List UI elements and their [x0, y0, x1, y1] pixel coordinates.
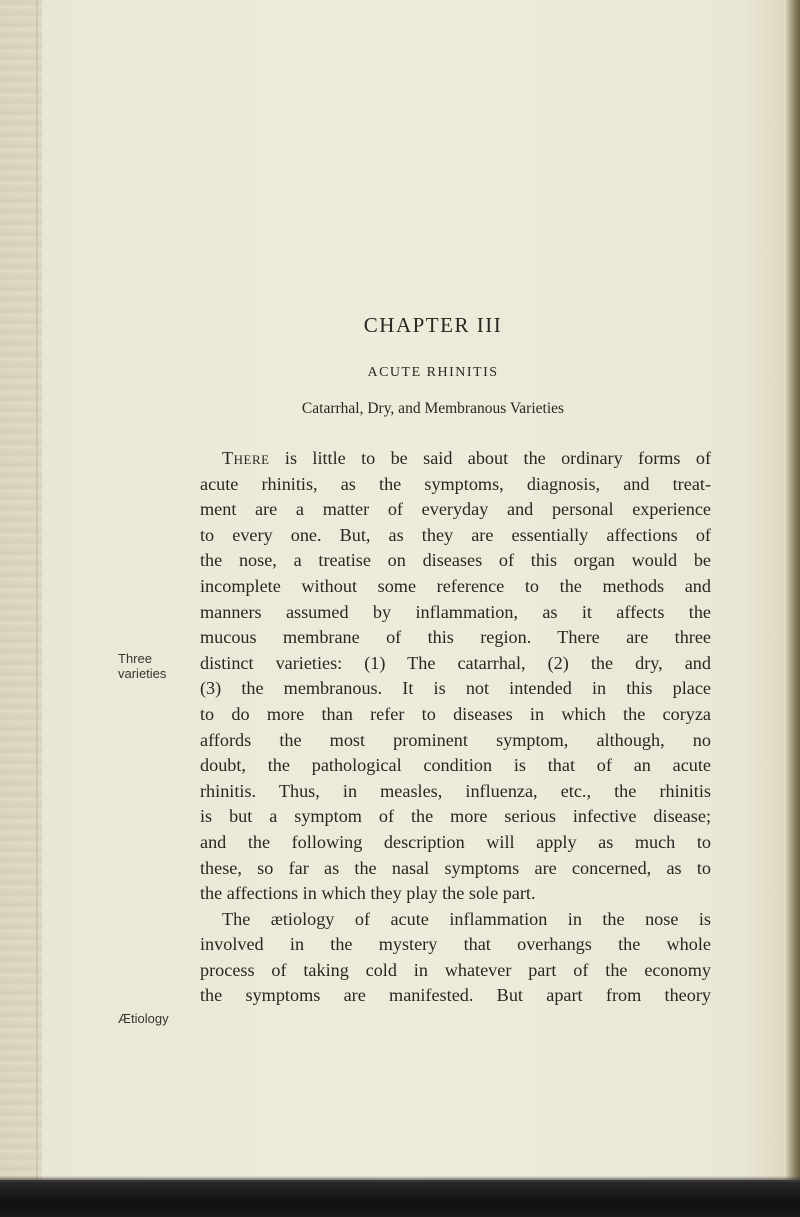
text-line: is but a symptom of the more serious infective disease; — [200, 806, 711, 827]
body-text — [200, 446, 711, 1009]
lead-word: There — [222, 448, 270, 468]
text-line: affords the most prominent symptom, although, no — [200, 729, 711, 750]
margin-note-line: varieties — [118, 666, 167, 681]
text-line: involved in the mystery that overhangs the whole — [200, 934, 711, 955]
text-line: the nose, a treatise on diseases of this organ would be — [200, 550, 711, 571]
text-line: doubt, the pathological condition is that of an acute — [200, 755, 711, 776]
text-line: mucous membrane of this region. There are three — [200, 627, 711, 648]
text-line: There is little to be said about the ordinary forms of — [222, 448, 711, 468]
text-line: acute rhinitis, as the symptoms, diagnosis, and treat- — [200, 473, 711, 494]
text-line: these, so far as the nasal symptoms are concerned, as to — [200, 857, 711, 878]
chapter-subheading: Catarrhal, Dry, and Membranous Varieties — [301, 400, 565, 417]
text-line: incomplete without some reference to the methods and — [200, 575, 711, 596]
chapter-title: CHAPTER III — [363, 313, 503, 337]
text-line: (3) the membranous. It is not intended in this place — [200, 678, 711, 699]
text-line: The ætiology of acute inflammation in the nose is — [222, 908, 711, 929]
margin-note-line: Ætiology — [118, 1011, 169, 1026]
page-binding-shadow — [0, 0, 42, 1180]
text-line: distinct varieties: (1) The catarrhal, (2) the dry, and — [200, 652, 711, 673]
text-line: rhinitis. Thus, in measles, influenza, etc., the rhinitis — [200, 780, 711, 801]
text-line: ment are a matter of everyday and personal experience — [200, 499, 711, 520]
text-line: the affections in which they play the sole part. — [200, 883, 536, 904]
text-line: and the following description will apply as much to — [200, 831, 711, 852]
text-line: to every one. But, as they are essentially affections of — [200, 524, 711, 545]
margin-note-line: Three — [118, 651, 152, 666]
text-line: process of taking cold in whatever part of the economy — [200, 959, 711, 980]
paragraph — [200, 446, 711, 907]
margin-note-three-varieties — [118, 651, 166, 681]
text-line: to do more than refer to diseases in which the coryza — [200, 703, 711, 724]
text-line: manners assumed by inflammation, as it affects the — [200, 601, 711, 622]
paragraph — [200, 907, 711, 1009]
margin-note-aetiology — [118, 1011, 169, 1026]
chapter-subtitle: ACUTE RHINITIS — [367, 365, 499, 380]
page-edge — [786, 0, 800, 1180]
text-line: the symptoms are manifested. But apart from theory — [200, 985, 711, 1006]
scan-bottom-edge — [0, 1180, 800, 1217]
